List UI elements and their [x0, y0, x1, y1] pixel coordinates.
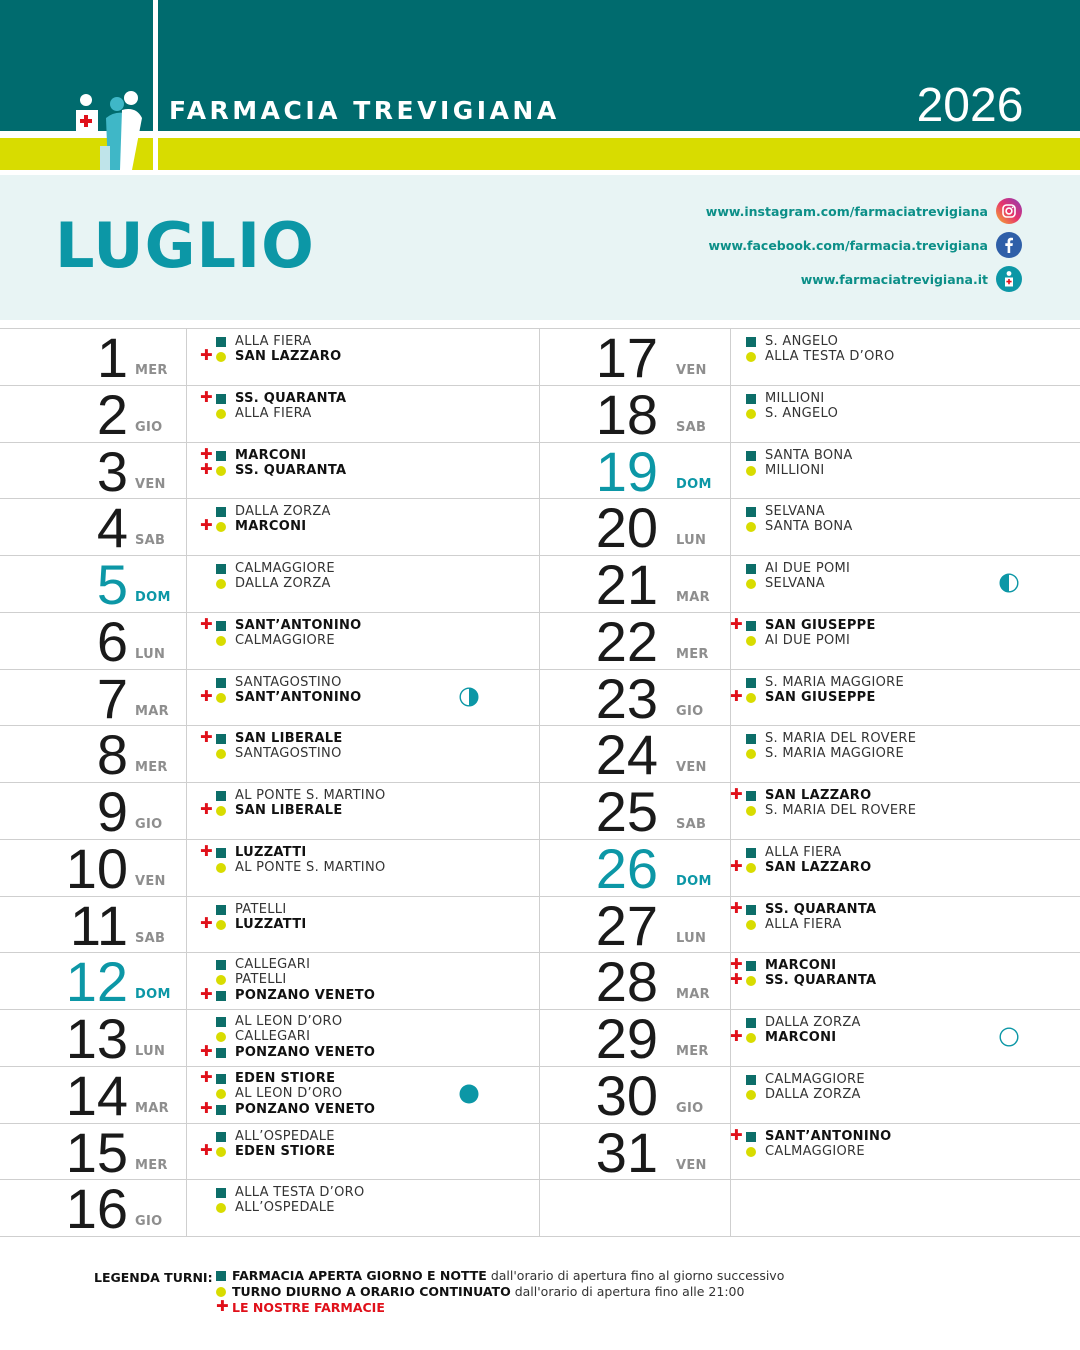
day-row [0, 1064, 1080, 1127]
pharmacy-shift [730, 576, 1030, 591]
red-cross-icon: ✚ [200, 1068, 213, 1086]
pharmacy-name: MARCONI [765, 958, 837, 973]
day-of-week: SAB [135, 533, 166, 548]
red-cross-icon: ✚ [200, 516, 213, 535]
day-of-week: MER [135, 760, 168, 775]
day-of-week: MER [135, 363, 168, 378]
red-cross-icon: ✚ [200, 1041, 213, 1060]
day-number: 21 [595, 553, 658, 616]
day-number: 15 [65, 1121, 128, 1184]
pharmacy-name: CALMAGGIORE [235, 561, 335, 576]
pharmacy-name: AL LEON D’ORO [235, 1014, 343, 1029]
day-row [0, 950, 1080, 1013]
pharmacy-name: SAN LIBERALE [235, 803, 343, 819]
pharmacy-name: SAN GIUSEPPE [765, 618, 876, 633]
pharmacy-name: ALLA FIERA [765, 917, 842, 933]
red-cross-icon: ✚ [730, 687, 743, 706]
day-row [0, 1177, 1080, 1240]
day-row [0, 496, 1080, 559]
pharmacy-name: ALLA FIERA [235, 406, 312, 422]
night-turn-square-icon [746, 394, 756, 404]
day-number: 20 [595, 496, 658, 559]
pharmacy-name: SELVANA [765, 576, 825, 592]
day-row [0, 894, 1080, 957]
pharmacy-shift [200, 1200, 500, 1215]
red-cross-icon: ✚ [730, 1126, 743, 1144]
pharmacy-name: AI DUE POMI [765, 561, 851, 576]
legend-night-label: FARMACIA APERTA GIORNO E NOTTE [232, 1268, 487, 1283]
pharmacy-name: ALL’OSPEDALE [235, 1200, 335, 1216]
red-cross-icon: ✚ [200, 460, 213, 479]
website-icon [996, 266, 1022, 292]
pharmacy-name: MARCONI [235, 519, 307, 535]
pharmacy-shift [730, 899, 1030, 917]
pharmacy-name: S. ANGELO [765, 406, 839, 422]
day-of-week: SAB [135, 931, 166, 946]
red-cross-icon: ✚ [730, 615, 743, 633]
pharmacy-name: SANTAGOSTINO [235, 746, 342, 762]
pharmacy-shift-list [730, 1126, 1030, 1160]
pharmacy-name: S. MARIA MAGGIORE [765, 675, 904, 690]
pharmacy-shift-list [730, 615, 1030, 649]
day-of-week: VEN [135, 477, 166, 492]
red-cross-icon: ✚ [200, 388, 213, 406]
pharmacy-shift-list [730, 561, 1030, 592]
pharmacy-name: ALLA FIERA [235, 334, 312, 349]
pharmacy-name: LUZZATTI [235, 917, 307, 933]
day-number: 12 [65, 950, 128, 1013]
red-cross-icon: ✚ [200, 445, 213, 463]
pharmacy-name: SAN LAZZARO [765, 860, 872, 876]
day-of-week: DOM [676, 874, 712, 889]
pharmacy-shift [730, 504, 1030, 519]
night-turn-square-icon [746, 621, 756, 631]
day-number: 2 [96, 383, 128, 446]
pharmacy-shift [730, 1144, 1030, 1159]
year: 2026 [916, 79, 1024, 132]
pharmacy-shift-list [730, 1072, 1030, 1103]
red-cross-icon: ✚ [730, 899, 743, 917]
pharmacy-shift [730, 391, 1030, 406]
day-turn-dot-icon [746, 920, 756, 930]
pharmacy-name: LUZZATTI [235, 845, 307, 860]
pharmacy-name: CALMAGGIORE [235, 633, 335, 649]
day-of-week: VEN [676, 1158, 707, 1173]
pharmacy-shift [730, 970, 1030, 989]
pharmacy-name: SELVANA [765, 504, 825, 519]
day-of-week: VEN [135, 874, 166, 889]
pharmacy-name: SAN LIBERALE [235, 731, 343, 746]
pharmacy-shift-list [730, 334, 1030, 365]
red-cross-icon: ✚ [200, 800, 213, 819]
day-of-week: MAR [676, 987, 710, 1002]
day-of-week: DOM [135, 987, 171, 1002]
pharmacy-name: AI DUE POMI [765, 633, 851, 649]
pharmacy-shift-list [730, 845, 1030, 876]
red-cross-icon: ✚ [200, 914, 213, 933]
pharmacy-shift [730, 746, 1030, 761]
pharmacy-shift [200, 1185, 500, 1200]
pharmacy-name: PONZANO VENETO [235, 1101, 376, 1117]
header-accent-stripe [0, 138, 1080, 170]
day-turn-dot-icon [746, 806, 756, 816]
pharmacy-name: ALLA TESTA D’ORO [765, 349, 895, 365]
facebook-link[interactable] [708, 232, 1022, 258]
night-turn-square-icon [746, 1075, 756, 1085]
pharmacy-name: SAN LAZZARO [235, 349, 342, 365]
pharmacy-name: SANTAGOSTINO [235, 675, 342, 690]
pharmacy-shift [730, 334, 1030, 349]
pharmacy-name: ALL’OSPEDALE [235, 1129, 335, 1144]
day-row [0, 553, 1080, 616]
month-title: LUGLIO [55, 209, 315, 282]
pharmacy-name: ALLA FIERA [765, 845, 842, 860]
day-of-week: GIO [676, 1101, 704, 1116]
pharmacy-shift [730, 857, 1030, 876]
day-number: 17 [595, 326, 658, 389]
moon-phase-last-quarter-icon [999, 573, 1019, 593]
day-number: 6 [96, 610, 128, 673]
legend-own-label: LE NOSTRE FARMACIE [232, 1300, 385, 1315]
pharmacy-name: SAN LAZZARO [765, 788, 872, 803]
pharmacy-name: SANTA BONA [765, 448, 853, 463]
pharmacy-name: SS. QUARANTA [765, 902, 877, 917]
night-turn-square-icon [746, 734, 756, 744]
pharmacy-name: PATELLI [235, 972, 287, 988]
day-row [0, 440, 1080, 503]
instagram-link[interactable] [706, 198, 1022, 224]
legend-night-desc: dall'orario di apertura fino al giorno successivo [486, 1268, 785, 1283]
moon-phase-new-icon [999, 1027, 1019, 1047]
pharmacy-shift [730, 561, 1030, 576]
day-number: 5 [96, 553, 128, 616]
pharmacy-shift [730, 845, 1030, 860]
night-turn-square-icon [746, 961, 756, 971]
day-turn-dot-icon [216, 1287, 226, 1297]
pharmacy-name: SANTA BONA [765, 519, 853, 535]
red-cross-icon: ✚ [730, 955, 743, 973]
day-of-week: LUN [676, 931, 707, 946]
pharmacy-shift-list [730, 899, 1030, 933]
pharmacy-shift [730, 633, 1030, 648]
pharmacy-shift-list [730, 955, 1030, 989]
pharmacy-name: CALLEGARI [235, 1029, 311, 1045]
pharmacy-name: AL LEON D’ORO [235, 1086, 343, 1102]
day-number: 23 [595, 667, 658, 730]
day-of-week: LUN [135, 1044, 166, 1059]
day-number: 14 [65, 1064, 128, 1127]
day-row [0, 383, 1080, 446]
pharmacy-name: PONZANO VENETO [235, 987, 376, 1003]
pharmacy-shift [730, 463, 1030, 478]
website-link[interactable] [801, 266, 1022, 292]
day-number: 1 [96, 326, 128, 389]
day-number: 31 [595, 1121, 658, 1184]
pharmacy-name: ALLA TESTA D’ORO [235, 1185, 365, 1200]
pharmacy-name: SS. QUARANTA [235, 391, 347, 406]
day-row [0, 326, 1080, 389]
day-of-week: MER [135, 1158, 168, 1173]
night-turn-square-icon [746, 678, 756, 688]
night-turn-square-icon [746, 848, 756, 858]
red-cross-icon: ✚ [200, 615, 213, 633]
day-turn-dot-icon [746, 1090, 756, 1100]
grid-row-line [0, 1236, 1080, 1237]
night-turn-square-icon [746, 451, 756, 461]
pharmacy-name: SAN GIUSEPPE [765, 690, 876, 706]
pharmacy-name: CALMAGGIORE [765, 1144, 865, 1160]
night-turn-square-icon [746, 564, 756, 574]
day-number: 8 [96, 723, 128, 786]
day-of-week: VEN [676, 363, 707, 378]
day-turn-dot-icon [746, 749, 756, 759]
red-cross-icon: ✚ [730, 970, 743, 989]
pharmacy-shift-list [200, 1185, 500, 1216]
pharmacy-name: AL PONTE S. MARTINO [235, 788, 386, 803]
day-of-week: GIO [135, 1214, 163, 1229]
pharmacy-shift-list [730, 675, 1030, 706]
pharmacy-name: DALLA ZORZA [235, 504, 331, 519]
pharmacy-name: EDEN STIORE [235, 1144, 336, 1160]
pharmacy-name: DALLA ZORZA [765, 1087, 861, 1103]
red-cross-icon: ✚ [730, 1027, 743, 1046]
day-number: 26 [595, 837, 658, 900]
night-turn-square-icon [746, 337, 756, 347]
night-turn-square-icon [746, 507, 756, 517]
night-turn-square-icon [746, 791, 756, 801]
pharmacy-logo-icon [70, 88, 150, 170]
pharmacy-name: DALLA ZORZA [765, 1015, 861, 1030]
red-cross-icon: ✚ [200, 1141, 213, 1160]
pharmacy-shift-list [730, 504, 1030, 535]
pharmacy-shift-list [730, 731, 1030, 762]
pharmacy-shift [730, 675, 1030, 690]
day-number: 3 [96, 440, 128, 503]
day-number: 18 [595, 383, 658, 446]
legend-title: LEGENDA TURNI: [94, 1270, 213, 1285]
day-turn-dot-icon [746, 1033, 756, 1043]
day-turn-dot-icon [746, 1147, 756, 1157]
website-url[interactable]: www.farmaciatrevigiana.it [800, 271, 988, 287]
pharmacy-shift [730, 1015, 1030, 1030]
red-cross-icon: ✚ [200, 687, 213, 706]
pharmacy-name: SANT’ANTONINO [235, 618, 362, 633]
pharmacy-shift [730, 731, 1030, 746]
pharmacy-shift [730, 1072, 1030, 1087]
pharmacy-shift [730, 1027, 1030, 1046]
pharmacy-shift [730, 1087, 1030, 1102]
pharmacy-name: CALLEGARI [235, 957, 311, 972]
day-row [0, 610, 1080, 673]
pharmacy-name: S. MARIA DEL ROVERE [765, 731, 917, 746]
pharmacy-shift [730, 1126, 1030, 1144]
day-number: 13 [65, 1007, 128, 1070]
day-of-week: GIO [676, 704, 704, 719]
day-turn-dot-icon [746, 636, 756, 646]
day-of-week: SAB [676, 420, 707, 435]
red-cross-icon: ✚ [200, 346, 213, 365]
pharmacy-name: SS. QUARANTA [235, 463, 347, 479]
pharmacy-shift-list [730, 785, 1030, 819]
day-row [0, 667, 1080, 730]
day-number: 22 [595, 610, 658, 673]
red-cross-icon: ✚ [200, 984, 213, 1003]
day-row [0, 1121, 1080, 1184]
pharmacy-name: MARCONI [235, 448, 307, 463]
day-number: 16 [65, 1177, 128, 1240]
day-of-week: LUN [676, 533, 707, 548]
night-turn-square-icon [216, 1188, 226, 1198]
legend-day-desc: dall'orario di apertura fino alle 21:00 [510, 1284, 745, 1299]
pharmacy-shift [730, 785, 1030, 803]
day-of-week: MAR [676, 590, 710, 605]
pharmacy-shift [730, 687, 1030, 706]
pharmacy-name: AL PONTE S. MARTINO [235, 860, 386, 876]
day-row [0, 780, 1080, 843]
day-number: 19 [595, 440, 658, 503]
pharmacy-shift [730, 519, 1030, 534]
pharmacy-shift [730, 615, 1030, 633]
pharmacy-name: S. MARIA DEL ROVERE [765, 803, 917, 819]
day-turn-dot-icon [746, 976, 756, 986]
day-of-week: MAR [135, 1101, 169, 1116]
pharmacy-shift [730, 917, 1030, 932]
pharmacy-shift [730, 349, 1030, 364]
brand-name: FARMACIA TREVIGIANA [169, 96, 560, 125]
header-divider [153, 0, 158, 170]
day-number: 9 [96, 780, 128, 843]
day-number: 24 [595, 723, 658, 786]
red-cross-icon: ✚ [730, 857, 743, 876]
facebook-icon [996, 232, 1022, 258]
day-number: 7 [96, 667, 128, 730]
day-number: 10 [65, 837, 128, 900]
day-turn-dot-icon [746, 863, 756, 873]
day-number: 28 [595, 950, 658, 1013]
day-turn-dot-icon [216, 1203, 226, 1213]
pharmacy-name: PATELLI [235, 902, 287, 917]
day-row [0, 837, 1080, 900]
pharmacy-name: EDEN STIORE [235, 1071, 336, 1086]
day-number: 11 [69, 894, 128, 957]
day-of-week: DOM [676, 477, 712, 492]
pharmacy-shift [730, 955, 1030, 973]
pharmacy-name: PONZANO VENETO [235, 1044, 376, 1060]
pharmacy-shift [730, 803, 1030, 818]
pharmacy-name: MILLIONI [765, 463, 825, 479]
day-turn-dot-icon [746, 352, 756, 362]
day-row [0, 1007, 1080, 1070]
day-of-week: SAB [676, 817, 707, 832]
day-turn-dot-icon [746, 693, 756, 703]
pharmacy-shift [730, 448, 1030, 463]
day-turn-dot-icon [746, 466, 756, 476]
day-number: 30 [595, 1064, 658, 1127]
night-turn-square-icon [746, 1018, 756, 1028]
red-cross-icon: ✚ [200, 728, 213, 746]
red-cross-icon: ✚ [216, 1297, 229, 1315]
day-of-week: GIO [135, 420, 163, 435]
pharmacy-name: S. ANGELO [765, 334, 839, 349]
red-cross-icon: ✚ [730, 785, 743, 803]
red-cross-icon: ✚ [200, 1098, 213, 1117]
legend-day-label: TURNO DIURNO A ORARIO CONTINUATO [232, 1284, 511, 1299]
day-number: 27 [595, 894, 658, 957]
instagram-url[interactable]: www.instagram.com/farmaciatrevigiana [705, 203, 988, 219]
day-turn-dot-icon [746, 522, 756, 532]
day-turn-dot-icon [746, 409, 756, 419]
pharmacy-shift-list [730, 1015, 1030, 1046]
night-turn-square-icon [216, 1271, 226, 1281]
pharmacy-shift-list [730, 391, 1030, 422]
pharmacy-shift [730, 406, 1030, 421]
day-number: 4 [96, 496, 128, 559]
pharmacy-name: CALMAGGIORE [765, 1072, 865, 1087]
night-turn-square-icon [746, 1132, 756, 1142]
pharmacy-name: MILLIONI [765, 391, 825, 406]
night-turn-square-icon [746, 905, 756, 915]
day-number: 25 [595, 780, 658, 843]
day-of-week: VEN [676, 760, 707, 775]
day-number: 29 [595, 1007, 658, 1070]
pharmacy-name: SANT’ANTONINO [765, 1129, 892, 1144]
pharmacy-shift-list [730, 448, 1030, 479]
day-of-week: GIO [135, 817, 163, 832]
pharmacy-name: SS. QUARANTA [765, 973, 877, 989]
day-of-week: MER [676, 1044, 709, 1059]
day-of-week: MER [676, 647, 709, 662]
day-of-week: DOM [135, 590, 171, 605]
pharmacy-name: SANT’ANTONINO [235, 690, 362, 706]
day-of-week: MAR [135, 704, 169, 719]
facebook-url[interactable]: www.facebook.com/farmacia.trevigiana [708, 237, 988, 253]
pharmacy-name: MARCONI [765, 1030, 837, 1046]
day-row [0, 723, 1080, 786]
red-cross-icon: ✚ [200, 842, 213, 860]
pharmacy-name: S. MARIA MAGGIORE [765, 746, 904, 762]
instagram-icon [996, 198, 1022, 224]
pharmacy-name: DALLA ZORZA [235, 576, 331, 592]
day-of-week: LUN [135, 647, 166, 662]
day-turn-dot-icon [746, 579, 756, 589]
